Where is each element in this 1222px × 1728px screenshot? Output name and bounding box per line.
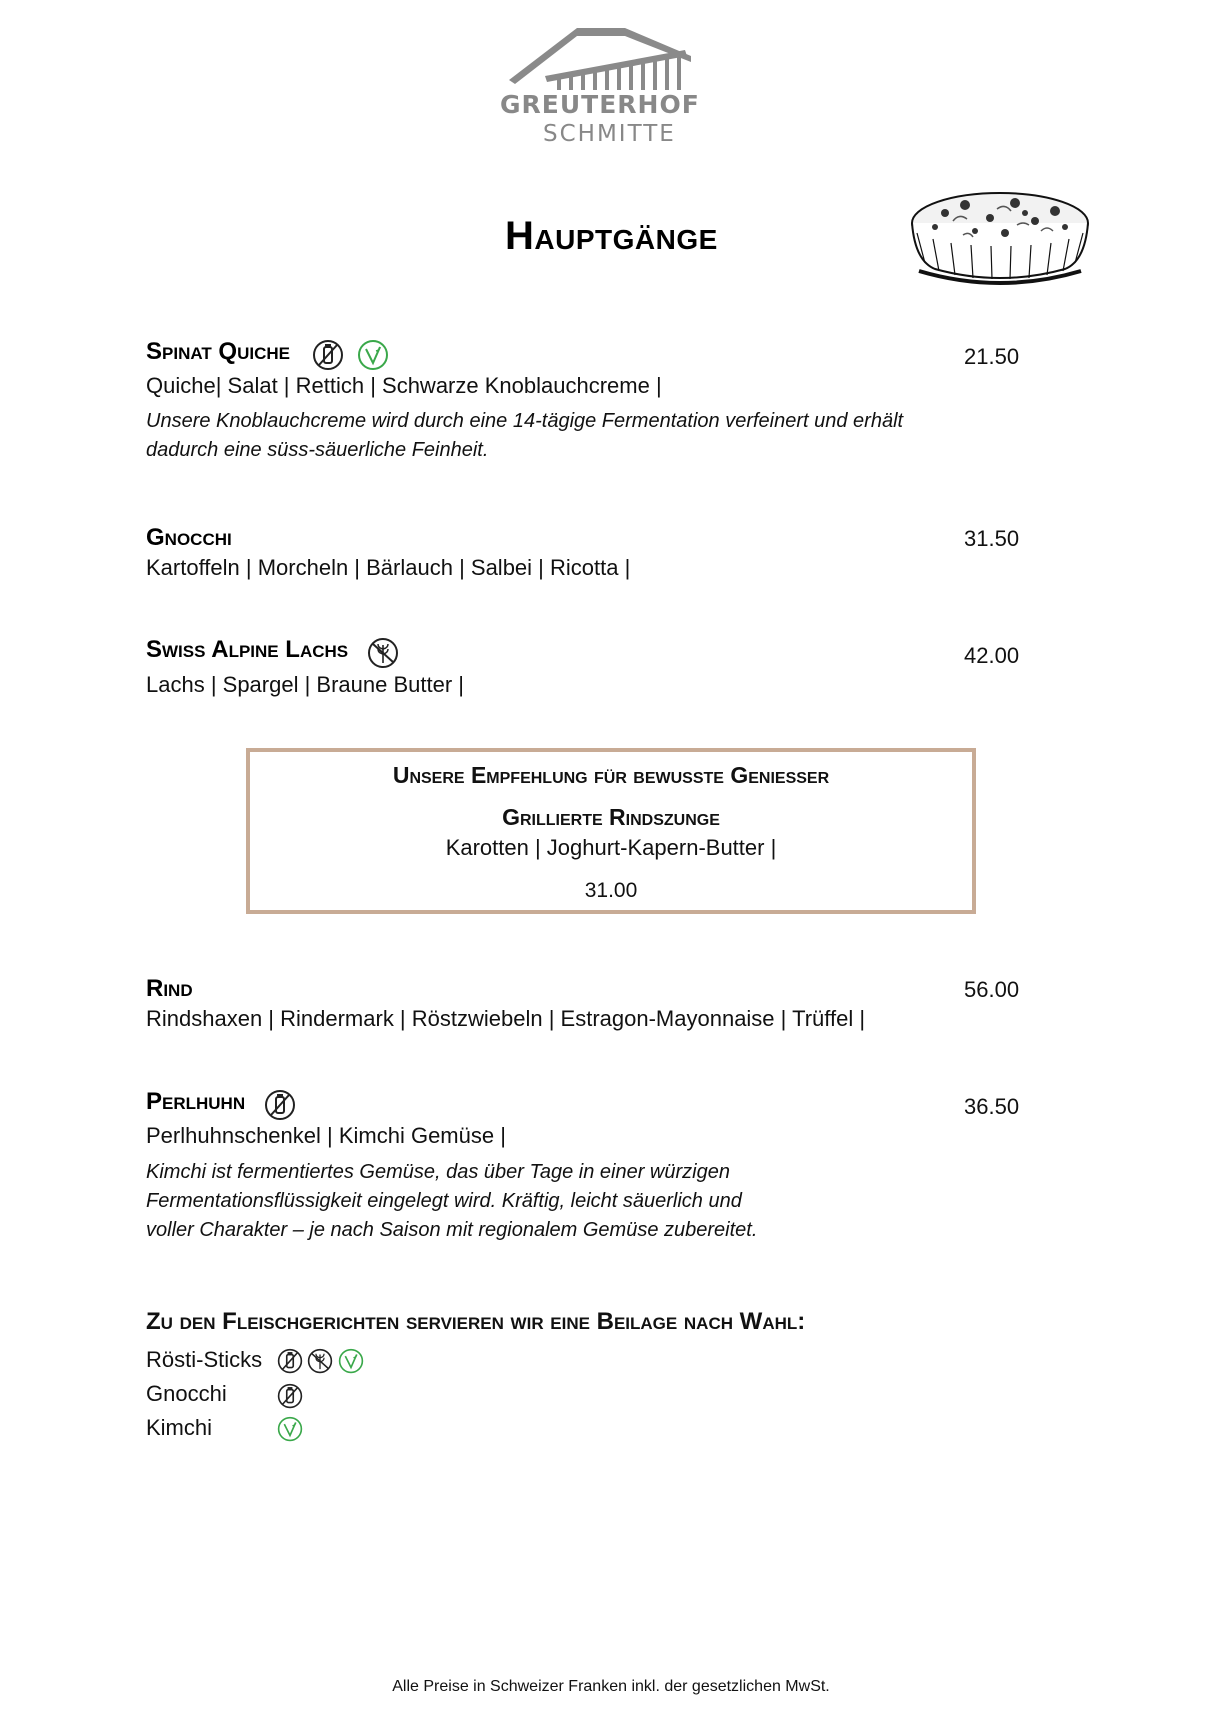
- dish-name: Swiss Alpine Lachs: [146, 636, 349, 663]
- side-item-label: Kimchi: [146, 1415, 213, 1440]
- recommendation-description: Karotten | Joghurt-Kapern-Butter |: [445, 835, 777, 860]
- lactose-free-icon: [277, 1348, 303, 1374]
- side-item-icons: [277, 1416, 303, 1442]
- vegetarian-icon: [357, 339, 389, 371]
- dish-description: Kartoffeln | Morcheln | Bärlauch | Salbei | Ricotta |: [146, 555, 631, 580]
- dish-price: 42.00: [964, 643, 1020, 668]
- dish-description: Rindshaxen | Rindermark | Röstzwiebeln | Estragon-Mayonnaise | Trüffel |: [146, 1006, 866, 1031]
- dish-note-line: Unsere Knoblauchcreme wird durch eine 14-tägige Fermentation verfeinert und erhält: [146, 410, 904, 432]
- dish-price: 56.00: [964, 977, 1020, 1002]
- sides-heading: Zu den Fleischgerichten servieren wir eine Beilage nach Wahl:: [146, 1308, 806, 1335]
- dish-spinat-quiche: [146, 338, 389, 371]
- lactose-free-icon: [277, 1383, 303, 1409]
- dish-price: 36.50: [964, 1094, 1020, 1119]
- recommendation-name: Grillierte Rindszunge: [502, 804, 720, 830]
- lactose-free-icon: [264, 1089, 296, 1121]
- dish-price: 21.50: [964, 344, 1020, 369]
- gluten-free-icon: [367, 637, 399, 669]
- side-item-icons: [277, 1348, 364, 1374]
- footer-note: Alle Preise in Schweizer Franken inkl. der gesetzlichen MwSt.: [392, 1678, 830, 1695]
- logo-name: GREUTERHOF: [500, 90, 700, 119]
- dish-name: Gnocchi: [146, 524, 232, 551]
- page-title: Hauptgänge: [505, 214, 718, 258]
- dish-description: Quiche| Salat | Rettich | Schwarze Knoblauchcreme |: [146, 373, 662, 398]
- side-item-label: Rösti-Sticks: [146, 1347, 263, 1372]
- dish-perlhuhn: [146, 1088, 296, 1121]
- lactose-free-icon: [312, 339, 344, 371]
- recommendation-heading: Unsere Empfehlung für bewusste Geniesser: [392, 762, 830, 788]
- dish-name: Spinat Quiche: [146, 338, 290, 365]
- dish-price: 31.50: [964, 526, 1020, 551]
- recommendation-box: [246, 748, 976, 914]
- dish-note-line: dadurch eine süss-säuerliche Feinheit.: [146, 439, 489, 461]
- dish-note-line: voller Charakter – je nach Saison mit regionalem Gemüse zubereitet.: [146, 1219, 758, 1241]
- dish-name: Perlhuhn: [146, 1088, 246, 1115]
- side-item-icons: [277, 1383, 303, 1409]
- dish-name: Rind: [146, 975, 193, 1002]
- logo-building-icon: [505, 26, 695, 97]
- side-item-label: Gnocchi: [146, 1381, 227, 1406]
- vegetarian-icon: [277, 1416, 303, 1442]
- dish-note-line: Kimchi ist fermentiertes Gemüse, das über Tage in einer würzigen: [146, 1161, 730, 1183]
- recommendation-price: 31.00: [584, 879, 638, 902]
- dish-description: Perlhuhnschenkel | Kimchi Gemüse |: [146, 1123, 506, 1148]
- quiche-illustration-icon: [905, 183, 1095, 293]
- vegetarian-icon: [338, 1348, 364, 1374]
- dish-description: Lachs | Spargel | Braune Butter |: [146, 672, 464, 697]
- dish-note-line: Fermentationsflüssigkeit eingelegt wird. Kräftig, leicht säuerlich und: [146, 1190, 742, 1212]
- gluten-free-icon: [307, 1348, 333, 1374]
- dish-swiss-alpine-lachs: [146, 636, 399, 669]
- logo-subname: SCHMITTE: [543, 121, 676, 147]
